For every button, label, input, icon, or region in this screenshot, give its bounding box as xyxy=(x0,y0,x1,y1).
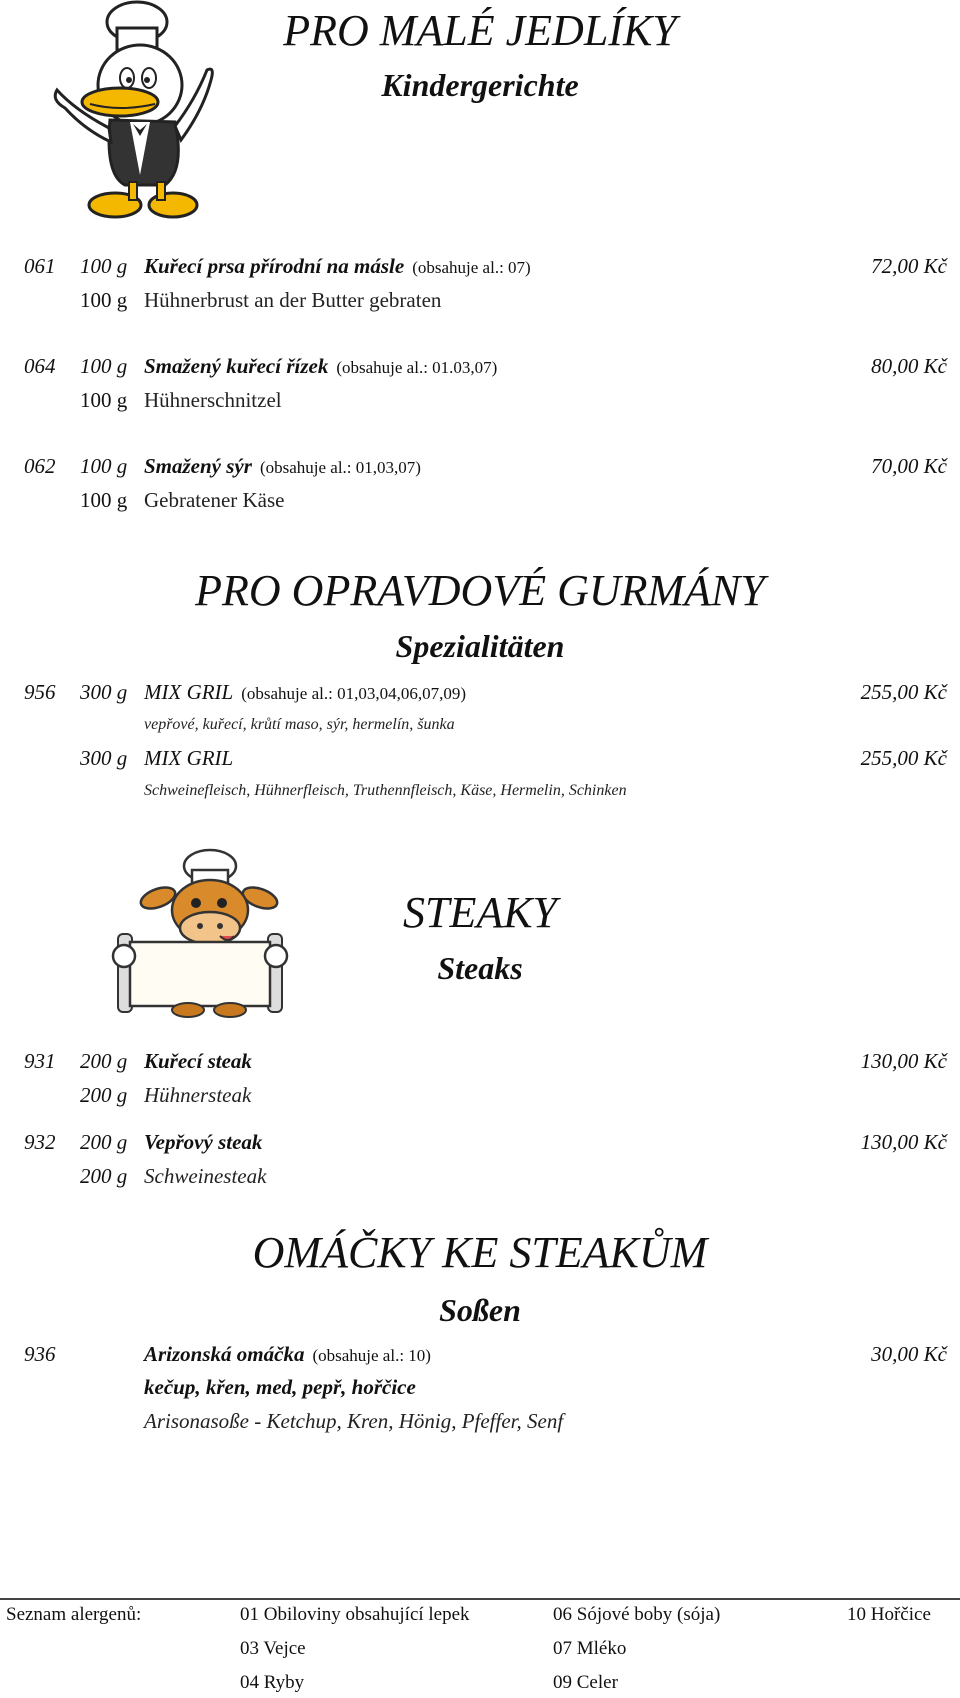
item-de-weight: 100 g xyxy=(80,388,128,412)
section-subtitle-gourmet: Spezialitäten xyxy=(395,628,565,664)
item-price: 255,00 Kč xyxy=(860,680,947,704)
section-subtitle-kids: Kindergerichte xyxy=(381,67,579,103)
section-title-sauces: OMÁČKY KE STEAKŮM xyxy=(252,1228,708,1277)
item-ingredients-row xyxy=(144,1375,416,1400)
item-de-name: Hühnersteak xyxy=(144,1083,252,1107)
item-code: 932 xyxy=(24,1130,56,1154)
legend-entry: 04 Ryby xyxy=(240,1672,305,1693)
section-subtitle-steaks: Steaks xyxy=(437,950,523,986)
item-name: MIX GRIL xyxy=(144,680,234,704)
item-de-name: Gebratener Käse xyxy=(144,488,285,512)
legend-entry: 07 Mléko xyxy=(553,1638,627,1659)
section-subtitle-sauces: Soßen xyxy=(439,1292,521,1328)
item-name-row xyxy=(144,1130,262,1155)
legend-label: Seznam alergenů: xyxy=(6,1604,142,1625)
item-price: 80,00 Kč xyxy=(871,354,947,378)
item-name: Vepřový steak xyxy=(144,1130,263,1154)
item-description: vepřové, kuřecí, krůtí maso, sýr, hermelín, šunka xyxy=(144,716,455,733)
item-name: Smažený kuřecí řízek xyxy=(144,354,329,378)
item-de-description: Schweinefleisch, Hühnerfleisch, Truthennfleisch, Käse, Hermelin, Schinken xyxy=(144,782,627,799)
item-de-name: Hühnerbrust an der Butter gebraten xyxy=(144,288,442,312)
item-ingredients: kečup, křen, med, pepř, hořčice xyxy=(144,1375,416,1399)
item-name-row xyxy=(144,354,497,379)
item-name: Kuřecí prsa přírodní na másle xyxy=(144,254,405,278)
item-name: Arizonská omáčka xyxy=(144,1342,305,1366)
item-name-row xyxy=(144,454,421,479)
item-de-weight: 200 g xyxy=(80,1083,128,1107)
item-de-name: Schweinesteak xyxy=(144,1164,267,1188)
item-price: 72,00 Kč xyxy=(871,254,947,278)
item-allergens: (obsahuje al.: 10) xyxy=(312,1346,431,1365)
item-weight: 100 g xyxy=(80,354,128,378)
item-code: 062 xyxy=(24,454,56,478)
item-code: 936 xyxy=(24,1342,56,1366)
chef-cow-mascot-icon xyxy=(110,848,290,1018)
item-code: 061 xyxy=(24,254,56,278)
item-code: 064 xyxy=(24,354,56,378)
item-price: 130,00 Kč xyxy=(860,1130,947,1154)
section-title-steaks: STEAKY xyxy=(402,888,558,937)
item-weight: 300 g xyxy=(80,680,128,704)
item-weight: 200 g xyxy=(80,1049,128,1073)
item-allergens: (obsahuje al.: 01,03,07) xyxy=(259,458,421,477)
chef-duck-mascot-icon xyxy=(45,0,225,230)
item-code: 931 xyxy=(24,1049,56,1073)
item-de-weight: 200 g xyxy=(80,1164,128,1188)
legend-entry: 09 Celer xyxy=(553,1672,618,1693)
item-price: 130,00 Kč xyxy=(860,1049,947,1073)
item-name: Smažený sýr xyxy=(144,454,252,478)
item-de-weight: 300 g xyxy=(80,746,128,770)
item-de-price: 255,00 Kč xyxy=(860,746,947,770)
item-weight: 200 g xyxy=(80,1130,128,1154)
item-de-name-row xyxy=(144,746,233,771)
item-name: Kuřecí steak xyxy=(144,1049,252,1073)
item-allergens: (obsahuje al.: 07) xyxy=(412,258,531,277)
item-allergens: (obsahuje al.: 01.03,07) xyxy=(336,358,498,377)
item-de-description: Arisonasoße - Ketchup, Kren, Hönig, Pfeffer, Senf xyxy=(144,1409,564,1433)
item-de-name: MIX GRIL xyxy=(144,746,234,770)
item-de-name: Hühnerschnitzel xyxy=(144,388,282,412)
item-price: 30,00 Kč xyxy=(871,1342,947,1366)
item-allergens: (obsahuje al.: 01,03,04,06,07,09) xyxy=(241,684,466,703)
legend-entry: 01 Obiloviny obsahující lepek xyxy=(240,1604,470,1625)
legend-entry: 06 Sójové boby (sója) xyxy=(553,1604,721,1625)
section-title-kids: PRO MALÉ JEDLÍKY xyxy=(283,6,677,55)
item-name-row xyxy=(144,1049,252,1074)
item-code: 956 xyxy=(24,680,56,704)
item-name-row xyxy=(144,680,466,705)
legend-entry: 03 Vejce xyxy=(240,1638,306,1659)
legend-divider xyxy=(0,1598,960,1600)
item-name-row xyxy=(144,254,531,279)
legend-entry: 10 Hořčice xyxy=(847,1604,931,1625)
section-title-gourmet: PRO OPRAVDOVÉ GURMÁNY xyxy=(195,566,765,615)
item-name-row xyxy=(144,1342,431,1367)
item-weight: 100 g xyxy=(80,254,128,278)
item-de-weight: 100 g xyxy=(80,288,128,312)
item-weight: 100 g xyxy=(80,454,128,478)
item-de-weight: 100 g xyxy=(80,488,128,512)
item-price: 70,00 Kč xyxy=(871,454,947,478)
